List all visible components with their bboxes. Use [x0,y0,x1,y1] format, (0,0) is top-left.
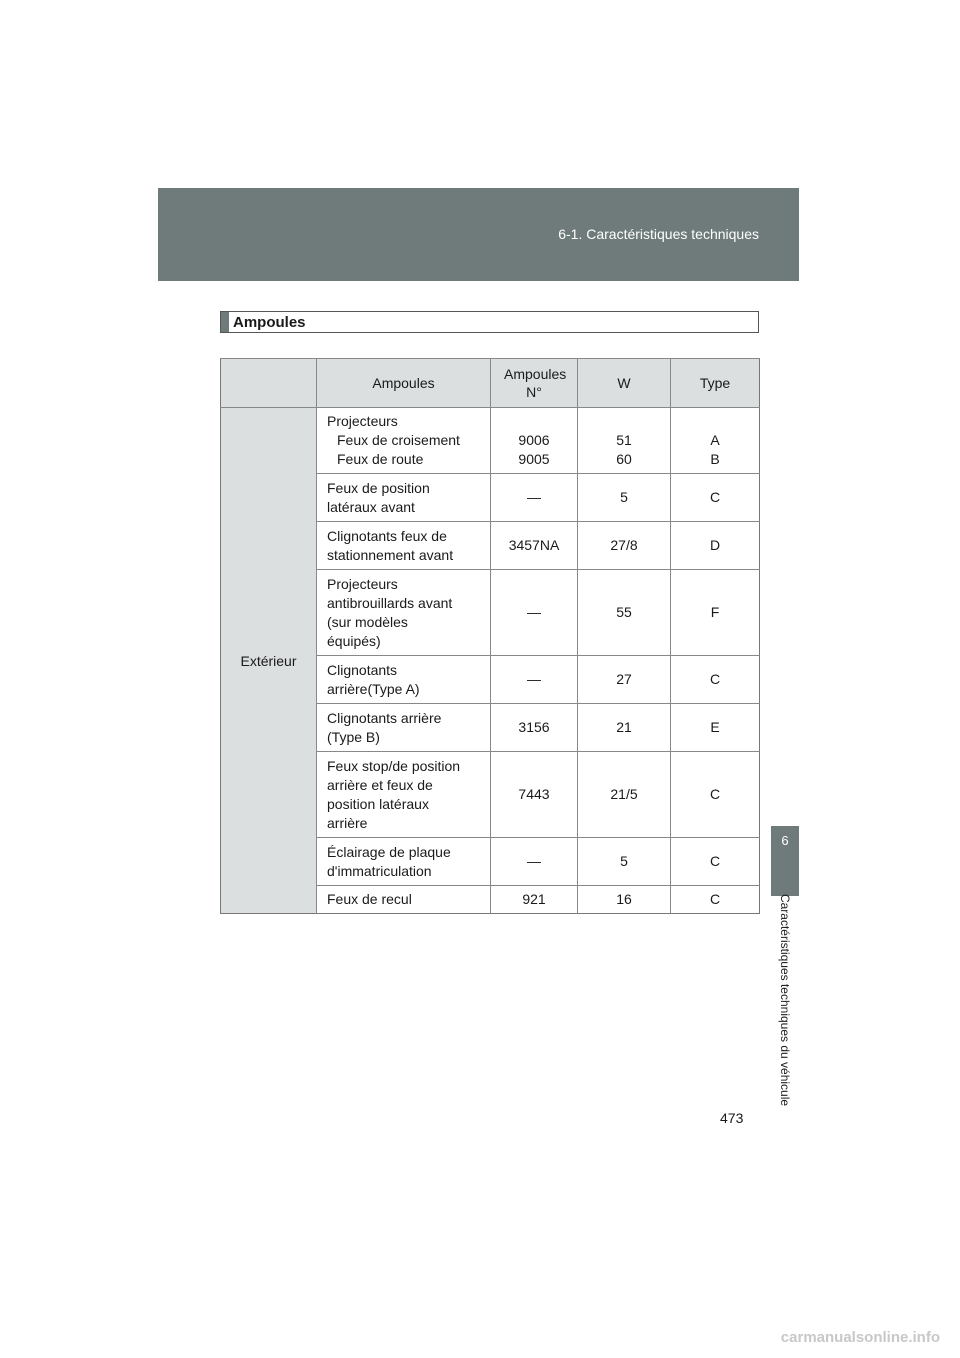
bulb-name-cell-line: latéraux avant [327,498,415,515]
table-header-row [221,359,760,408]
bulb-number-cell [491,570,578,656]
category-cell: Extérieur [221,408,317,914]
bulb-number-cell-line: 9006 [518,432,550,448]
bulb-name-cell-line: équipés) [327,632,381,649]
type-cell-line: C [709,786,721,802]
bulb-name-cell-line: (sur modèles [327,613,408,630]
bulb-name-cell [317,704,491,752]
watts-cell-line: 5 [620,853,628,869]
table-row [221,408,760,474]
bulbs-table [220,358,760,914]
bulb-name-cell [317,522,491,570]
bulb-number-cell [491,752,578,838]
bulb-name-cell-line: Clignotants [327,661,398,678]
watts-cell-line: 51 [616,432,632,448]
watts-cell [578,474,671,522]
watts-cell [578,838,671,886]
bulb-name-cell [317,886,491,914]
watts-cell-line: 27 [616,671,632,687]
bulb-name-cell-line: (Type B) [327,728,380,745]
bulb-name-cell-line: Feux de position [327,479,430,496]
watts-cell-line: 21 [616,719,632,735]
type-cell [671,408,760,474]
bulb-name-cell-line: arrière(Type A) [327,680,420,697]
type-cell [671,570,760,656]
bulb-number-cell [491,838,578,886]
bulb-name-cell-line: Feux de recul [327,891,412,907]
bulb-name-cell-line: Feux de route [337,451,424,467]
header-bulb-number-text: Ampoules N° [504,366,567,400]
type-cell-line [671,412,759,431]
header-empty [221,359,317,408]
section-heading [220,311,759,333]
watts-cell [578,704,671,752]
bulb-name-cell-line: Projecteurs [327,575,398,592]
heading-accent-bar [221,312,229,332]
bulb-number-cell [491,522,578,570]
bulb-number-cell [491,704,578,752]
heading-text: Ampoules [233,314,306,331]
watts-cell [578,522,671,570]
type-cell [671,704,760,752]
type-cell-line: E [710,719,720,735]
bulb-name-cell [317,570,491,656]
bulb-name-cell [317,656,491,704]
watts-cell-line: 16 [616,891,632,907]
type-cell-line: A [710,432,720,448]
bulb-name-cell-line: Feux stop/de position [327,757,461,774]
watermark: carmanualsonline.info [780,1329,940,1346]
bulb-name-cell-line: antibrouillards avant [327,594,453,611]
type-cell [671,522,760,570]
bulb-number-cell [491,474,578,522]
bulb-number-cell-line: — [527,671,541,687]
type-cell-line: D [709,537,721,553]
chapter-tab: 6 [771,826,799,896]
bulb-name-cell [317,408,491,474]
bulb-name-cell [317,752,491,838]
bulb-number-cell-line: — [527,853,541,869]
bulb-number-cell-line: 3457NA [508,537,560,553]
bulb-number-cell-line: 3156 [518,719,550,735]
bulb-name-cell [317,474,491,522]
type-cell-line: C [709,853,721,869]
chapter-side-label-text: Caractéristiques techniques du véhicule [778,893,792,1107]
section-title: 6-1. Caractéristiques techniques [558,226,759,242]
type-cell [671,656,760,704]
type-cell-line: C [709,489,721,505]
watts-cell [578,752,671,838]
bulb-name-cell-line: Projecteurs [327,413,398,429]
bulb-name-cell [317,838,491,886]
type-cell [671,838,760,886]
watts-cell-line: 21/5 [610,786,638,802]
bulb-name-cell-line: Clignotants arrière [327,709,442,726]
bulb-number-cell-line: 9005 [518,451,550,467]
bulb-name-cell-line: arrière [327,814,368,831]
type-cell [671,886,760,914]
bulb-number-cell [491,408,578,474]
bulb-name-cell-line: arrière et feux de [327,776,433,793]
bulb-number-cell-line: 921 [522,891,546,907]
bulb-name-cell-line: position latéraux [327,795,429,812]
type-cell-line: C [709,891,721,907]
header-bar [158,188,799,281]
type-cell [671,752,760,838]
bulb-number-cell-line: 7443 [518,786,550,802]
bulb-number-cell-line: — [527,489,541,505]
bulb-number-cell-line [491,412,577,431]
bulb-name-cell-line: Éclairage de plaque [327,843,451,860]
watts-cell [578,408,671,474]
header-type: Type [671,359,760,408]
header-bulb-number [491,359,578,408]
bulb-name-cell-line: stationnement avant [327,546,454,563]
watts-cell-line: 60 [616,451,632,467]
header-watts: W [578,359,671,408]
header-bulbs: Ampoules [317,359,491,408]
bulb-number-cell-line: — [527,604,541,620]
watts-cell [578,886,671,914]
watts-cell-line: 5 [620,489,628,505]
bulb-number-cell [491,886,578,914]
watts-cell-line: 27/8 [610,537,638,553]
watts-cell [578,570,671,656]
bulb-name-cell-line: Feux de croisement [337,432,460,448]
watts-cell [578,656,671,704]
watts-cell-line: 55 [616,604,632,620]
page-number: 473 [720,1110,744,1126]
bulb-name-cell-line: Clignotants feux de [327,527,447,544]
type-cell-line: B [710,451,720,467]
watts-cell-line [578,412,670,431]
type-cell [671,474,760,522]
bulb-name-cell-line: d'immatriculation [327,862,432,879]
type-cell-line: F [710,604,720,620]
type-cell-line: C [709,671,721,687]
bulb-number-cell [491,656,578,704]
